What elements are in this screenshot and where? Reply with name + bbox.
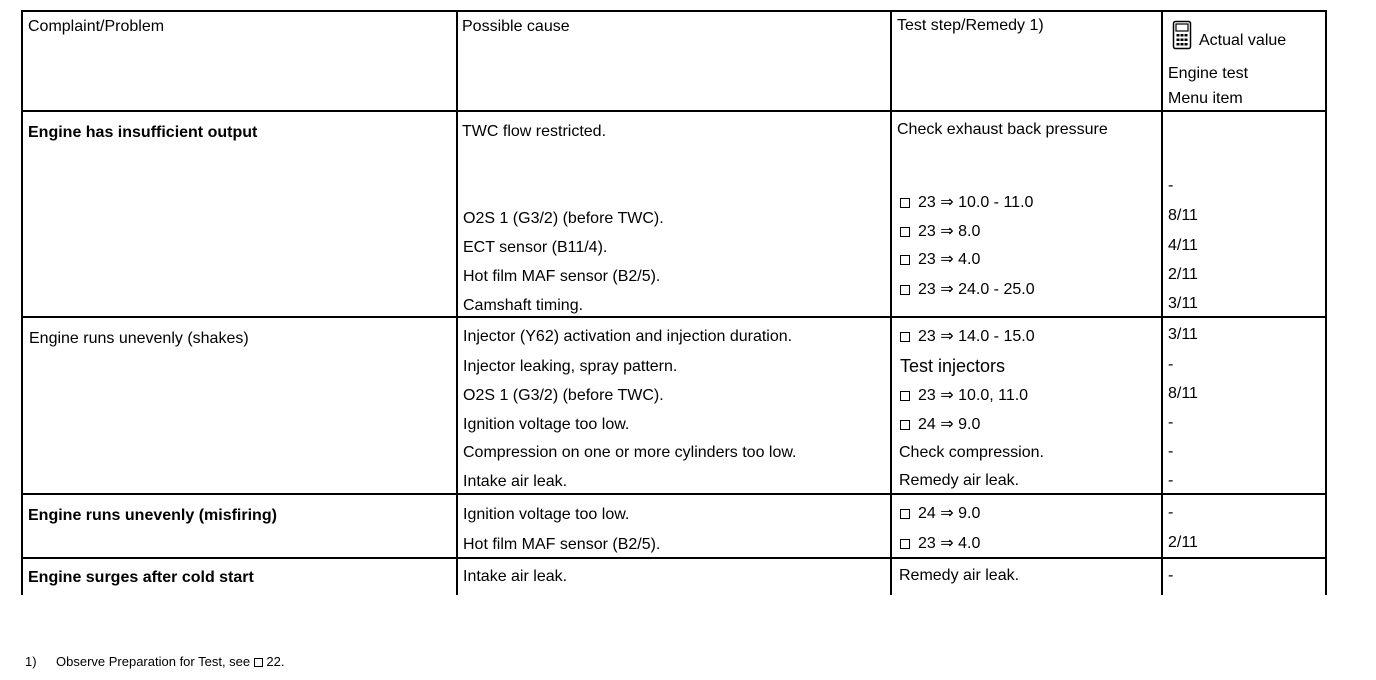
row-4-value-1: - [1168, 567, 1174, 584]
row-divider-1 [21, 316, 1326, 318]
row-2-remedy-1 [900, 327, 1035, 347]
row-2-value-1: 3/11 [1168, 326, 1198, 343]
row-3-remedy-2-text: 23 ⇒ 4.0 [918, 535, 981, 552]
row-4-cause-1: Intake air leak. [463, 568, 568, 585]
diagnostic-tester-icon [1172, 20, 1192, 50]
row-1-value-3: 4/11 [1168, 237, 1198, 254]
table-top-border [21, 10, 1326, 12]
row-1-remedy-2-text: 23 ⇒ 10.0 - 11.0 [918, 194, 1034, 211]
row-2-cause-5: Compression on one or more cylinders too low. [463, 444, 797, 461]
row-2-value-6: - [1168, 472, 1174, 489]
header-menu-item: Menu item [1168, 90, 1243, 107]
row-1-cause-1: TWC flow restricted. [462, 123, 607, 140]
row-1-remedy-4-text: 23 ⇒ 4.0 [918, 251, 981, 268]
row-1-remedy-2 [900, 193, 1033, 213]
row-2-cause-2: Injector leaking, spray pattern. [463, 358, 678, 375]
manual-ref-icon [900, 391, 910, 401]
row-1-cause-4: Hot film MAF sensor (B2/5). [463, 268, 661, 285]
row-2-value-4: - [1168, 414, 1174, 431]
table-right-border [1325, 10, 1327, 595]
row-divider-3 [21, 557, 1326, 559]
header-remedy-label: Test step/Remedy [897, 17, 1026, 34]
row-1-remedy-5-text: 23 ⇒ 24.0 - 25.0 [918, 281, 1035, 298]
manual-ref-icon [900, 227, 910, 237]
row-1-complaint: Engine has insufficient output [28, 124, 258, 141]
row-2-remedy-5: Check compression. [899, 444, 1044, 461]
row-divider-2 [21, 493, 1326, 495]
footnote-ref: 22. [266, 654, 285, 669]
column-divider-1 [456, 10, 458, 595]
manual-ref-icon [900, 198, 910, 208]
row-3-remedy-1 [900, 504, 980, 524]
header-complaint: Complaint/Problem [28, 18, 165, 35]
row-1-cause-2: O2S 1 (G3/2) (before TWC). [463, 210, 664, 227]
manual-ref-icon [900, 285, 910, 295]
row-2-remedy-6: Remedy air leak. [899, 472, 1020, 489]
row-3-remedy-2 [900, 534, 980, 554]
header-remedy [897, 16, 1044, 36]
header-actual-value: Actual value [1199, 32, 1287, 49]
row-2-cause-6: Intake air leak. [463, 473, 568, 490]
row-3-cause-2: Hot film MAF sensor (B2/5). [463, 536, 661, 553]
manual-ref-icon [900, 332, 910, 342]
manual-ref-icon [254, 658, 263, 667]
row-3-complaint: Engine runs unevenly (misfiring) [28, 507, 277, 524]
row-2-value-5: - [1168, 443, 1174, 460]
row-1-remedy-1: Check exhaust back pressure [897, 121, 1108, 138]
manual-ref-icon [900, 420, 910, 430]
footnote-number: 1) [25, 654, 37, 669]
footnote [25, 653, 284, 671]
row-2-remedy-2: Test injectors [900, 356, 1006, 376]
header-remedy-footnote-ref: 1) [1029, 17, 1044, 34]
footnote-text: Observe Preparation for Test, see [56, 654, 251, 669]
row-1-value-5: 3/11 [1168, 295, 1198, 312]
row-2-value-3: 8/11 [1168, 385, 1198, 402]
row-2-cause-1: Injector (Y62) activation and injection duration. [463, 328, 793, 345]
row-1-value-1: - [1168, 177, 1174, 194]
row-2-cause-4: Ignition voltage too low. [463, 416, 630, 433]
header-engine-test: Engine test [1168, 65, 1249, 82]
row-2-remedy-4 [900, 415, 980, 435]
header-cause: Possible cause [462, 18, 570, 35]
row-2-remedy-3-text: 23 ⇒ 10.0, 11.0 [918, 387, 1029, 404]
row-2-remedy-3 [900, 386, 1028, 406]
row-divider-header [21, 110, 1326, 112]
row-1-value-2: 8/11 [1168, 207, 1198, 224]
row-2-remedy-4-text: 24 ⇒ 9.0 [918, 416, 981, 433]
manual-ref-icon [900, 255, 910, 265]
row-1-cause-5: Camshaft timing. [463, 297, 584, 314]
table-left-border [21, 10, 23, 595]
row-1-remedy-4 [900, 250, 980, 270]
row-4-remedy-1: Remedy air leak. [899, 567, 1020, 584]
column-divider-3 [1161, 10, 1163, 595]
row-2-complaint: Engine runs unevenly (shakes) [29, 330, 249, 347]
row-3-cause-1: Ignition voltage too low. [463, 506, 630, 523]
row-2-value-2: - [1168, 356, 1174, 373]
row-1-remedy-5 [900, 280, 1035, 300]
manual-ref-icon [900, 539, 910, 549]
row-3-value-2: 2/11 [1168, 534, 1198, 551]
row-1-value-4: 2/11 [1168, 266, 1198, 283]
row-1-remedy-3-text: 23 ⇒ 8.0 [918, 223, 981, 240]
row-1-cause-3: ECT sensor (B11/4). [463, 239, 608, 256]
row-2-cause-3: O2S 1 (G3/2) (before TWC). [463, 387, 664, 404]
row-3-value-1: - [1168, 504, 1174, 521]
row-2-remedy-1-text: 23 ⇒ 14.0 - 15.0 [918, 328, 1035, 345]
column-divider-2 [890, 10, 892, 595]
row-1-remedy-3 [900, 222, 980, 242]
row-4-complaint: Engine surges after cold start [28, 569, 254, 586]
row-3-remedy-1-text: 24 ⇒ 9.0 [918, 505, 981, 522]
manual-ref-icon [900, 509, 910, 519]
